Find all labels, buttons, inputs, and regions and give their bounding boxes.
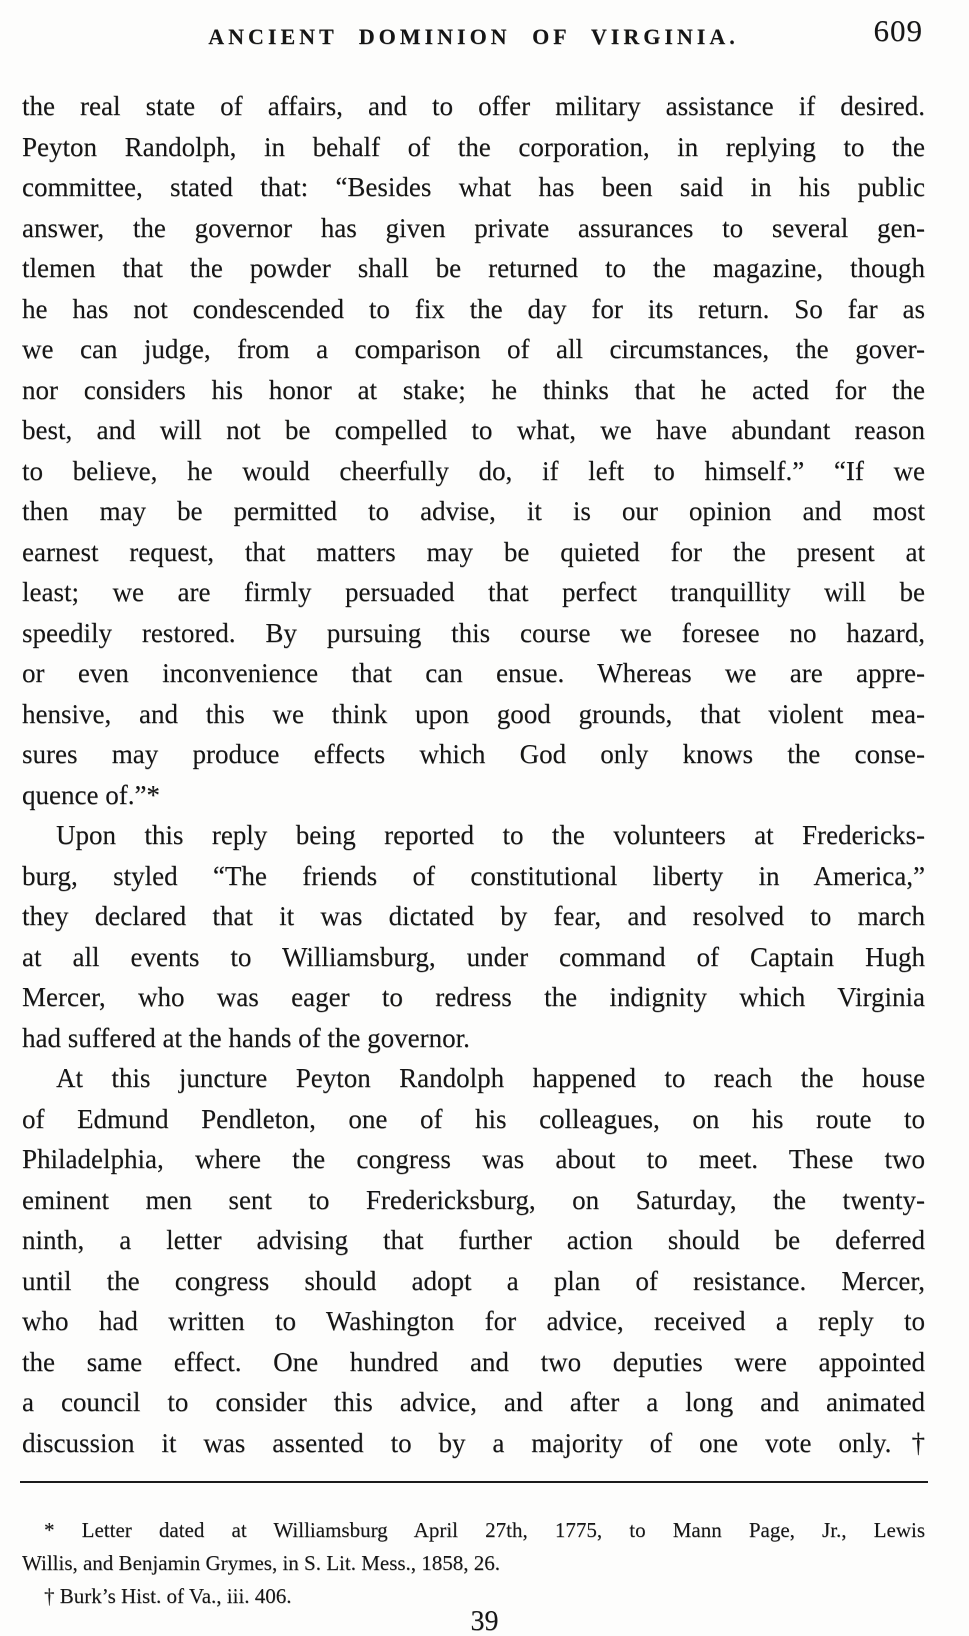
text-line: we can judge, from a comparison of all circumstances, the gover- [22, 334, 925, 364]
text-line: the real state of affairs, and to offer military assistance if desired. [22, 91, 925, 121]
signature-number: 39 [470, 1606, 499, 1636]
text-line: nor considers his honor at stake; he thinks that he acted for the [22, 374, 925, 405]
text-line: to believe, he would cheerfully do, if left to himself.” “If we [22, 455, 925, 486]
text-line: tlemen that the powder shall be returned to the magazine, though [22, 253, 925, 283]
text-line: best, and will not be compelled to what, we have abundant reason [22, 415, 925, 445]
text-line: or even inconvenience that can ensue. Whereas we are appre- [22, 658, 925, 688]
page-number: 609 [873, 13, 923, 48]
text-line: of Edmund Pendleton, one of his colleagues, on his route to [22, 1103, 925, 1134]
text-line: at all events to Williamsburg, under command of Captain Hugh [22, 941, 925, 972]
footnote-line: * Letter dated at Williamsburg April 27th, 1775, to Mann Page, Jr., Lewis [44, 1518, 925, 1542]
text-line: Peyton Randolph, in behalf of the corporation, in replying to the [22, 131, 925, 162]
text-line: who had written to Washington for advice, received a reply to [22, 1306, 925, 1336]
text-line: a council to consider this advice, and after a long and animated [22, 1387, 925, 1417]
running-title: ANCIENT DOMINION OF VIRGINIA. [208, 24, 739, 49]
text-line: then may be permitted to advise, it is our opinion and most [22, 496, 925, 526]
text-line: the same effect. One hundred and two deputies were appointed [22, 1346, 925, 1377]
text-line: until the congress should adopt a plan of resistance. Mercer, [22, 1265, 925, 1296]
footnote-line: Willis, and Benjamin Grymes, in S. Lit. Mess., 1858, 26. [22, 1551, 501, 1575]
text-line: hensive, and this we think upon good grounds, that violent mea- [22, 698, 925, 729]
footnote-line: † Burk’s Hist. of Va., iii. 406. [44, 1584, 292, 1608]
text-line: At this juncture Peyton Randolph happened to reach the house [56, 1063, 925, 1093]
text-line: had suffered at the hands of the governor. [22, 1022, 470, 1053]
text-line: quence of.”* [22, 779, 160, 810]
text-line: he has not condescended to fix the day for its return. So far as [22, 293, 925, 324]
text-line: speedily restored. By pursuing this course we foresee no hazard, [22, 617, 925, 648]
text-line: discussion it was assented to by a majority of one vote only.† [22, 1427, 925, 1458]
footnote-separator [20, 1481, 928, 1483]
text-line: sures may produce effects which God only knows the conse- [22, 739, 925, 769]
text-line: Mercer, who was eager to redress the indignity which Virginia [22, 982, 925, 1012]
text-line: burg, styled “The friends of constitutional liberty in America,” [22, 860, 925, 891]
body-text [22, 86, 925, 1463]
text-line: least; we are firmly persuaded that perfect tranquillity will be [22, 577, 925, 607]
text-line: Philadelphia, where the congress was about to meet. These two [22, 1144, 925, 1174]
text-line: they declared that it was dictated by fear, and resolved to march [22, 901, 925, 931]
footnotes [22, 1514, 925, 1613]
text-line: committee, stated that: “Besides what has been said in his public [22, 172, 925, 202]
text-line: ninth, a letter advising that further action should be deferred [22, 1225, 925, 1255]
text-line: eminent men sent to Fredericksburg, on Saturday, the twenty- [22, 1184, 925, 1215]
text-line: answer, the governor has given private assurances to several gen- [22, 212, 925, 243]
text-line: Upon this reply being reported to the volunteers at Fredericks- [56, 820, 925, 850]
text-line: earnest request, that matters may be quieted for the present at [22, 536, 925, 567]
